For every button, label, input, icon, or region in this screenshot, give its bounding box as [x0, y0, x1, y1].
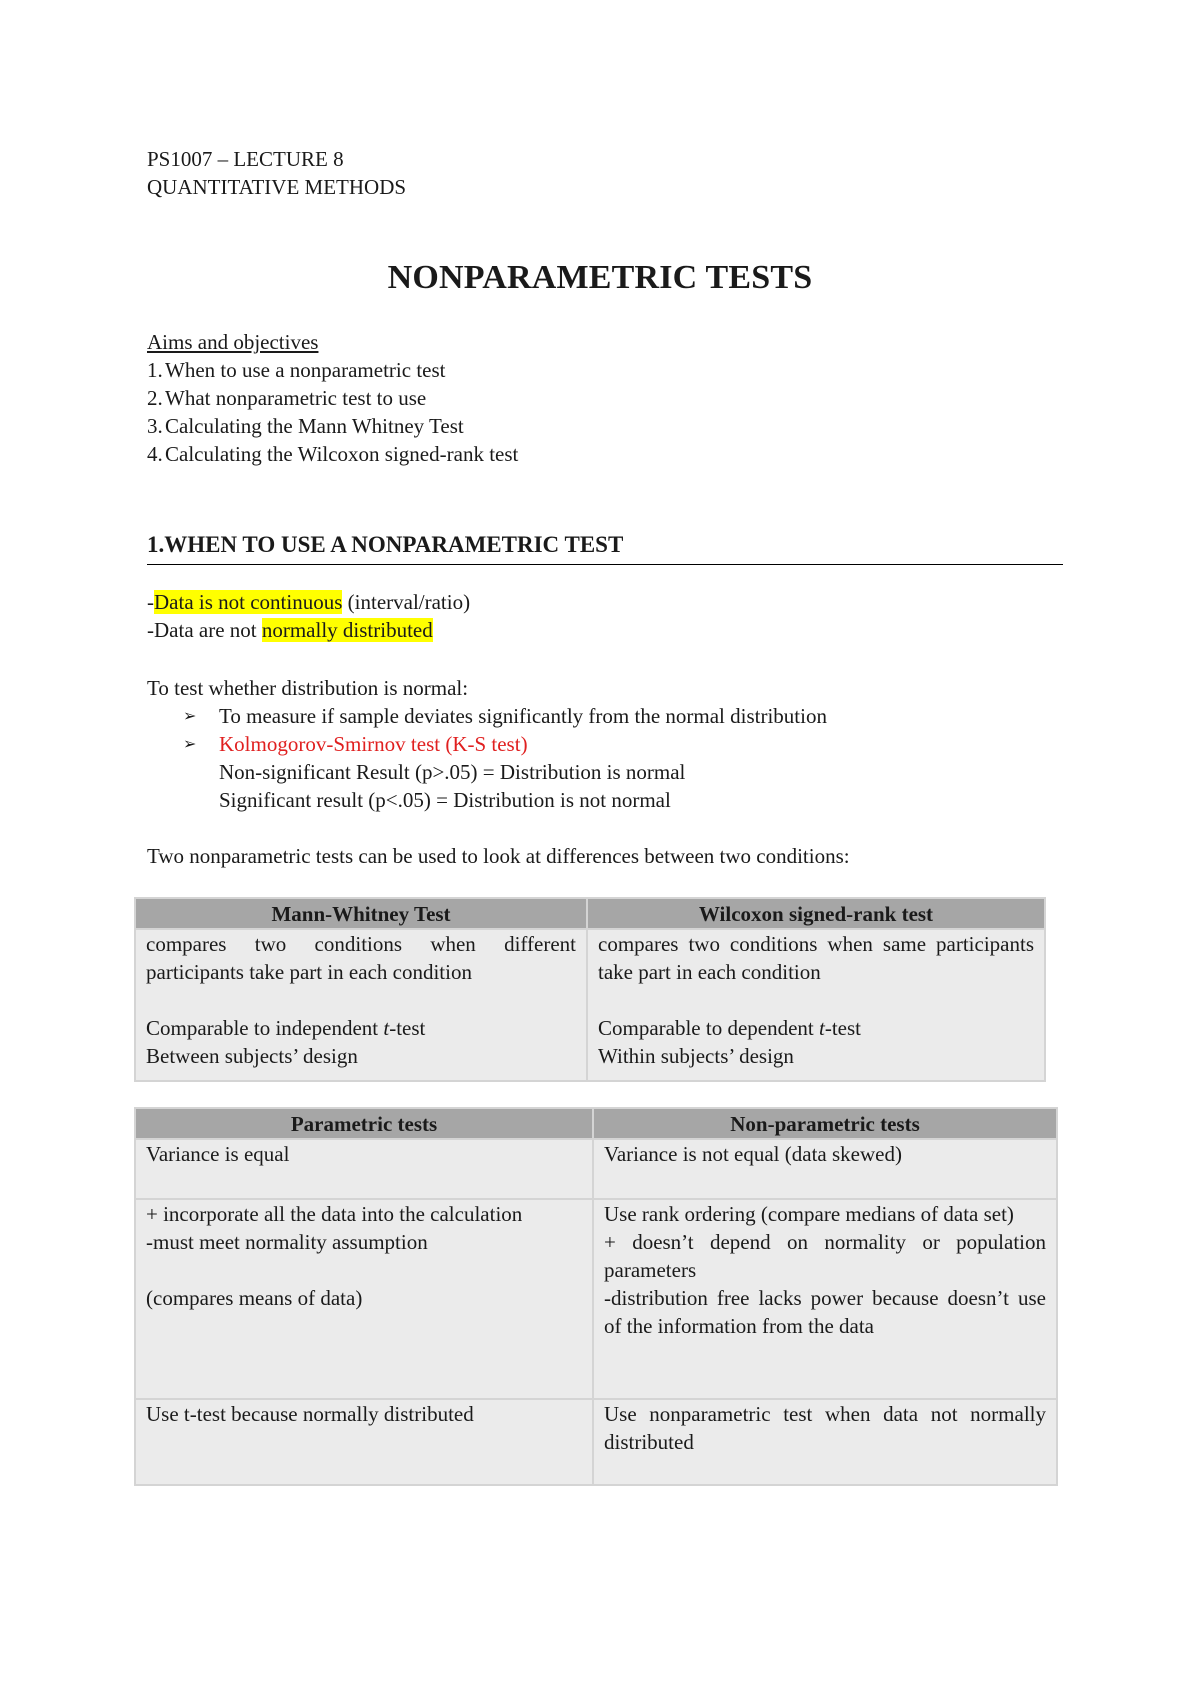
table-row: [135, 1139, 1057, 1199]
table-header-row: [135, 1108, 1057, 1139]
header-parametric: Parametric tests: [135, 1108, 593, 1139]
cell-line: -distribution free lacks power because doesn’t use of the information from the data: [604, 1286, 1046, 1338]
cell-line: -must meet normality assumption: [146, 1230, 428, 1254]
tests-table: [134, 897, 1046, 1082]
parametric-cell: [135, 1399, 593, 1485]
nonparametric-cell: [593, 1139, 1057, 1199]
criteria-list: [147, 588, 1047, 644]
nonparametric-cell: [593, 1399, 1057, 1485]
parametric-cell: [135, 1139, 593, 1199]
cell-line: Use t-test because normally distributed: [146, 1402, 474, 1426]
section-heading: 1.WHEN TO USE A NONPARAMETRIC TEST: [147, 528, 1063, 565]
cell-line: + doesn’t depend on normality or population parameters: [604, 1230, 1046, 1282]
cell-line: Variance is equal: [146, 1142, 290, 1166]
parametric-cell: [135, 1199, 593, 1399]
comparable-suffix: -test: [824, 1016, 862, 1040]
aims-item: [147, 440, 847, 468]
header-wilcoxon: Wilcoxon signed-rank test: [587, 898, 1045, 929]
nonparametric-cell: [593, 1199, 1057, 1399]
criterion-prefix: -: [147, 590, 154, 614]
cell-line: Use nonparametric test when data not normally distributed: [604, 1402, 1046, 1454]
highlighted-text: Data is not continuous: [154, 590, 343, 614]
aims-item-number: 3.: [147, 414, 163, 438]
comparable-text: Comparable to dependent: [598, 1016, 820, 1040]
two-tests-text: Two nonparametric tests can be used to look at differences between two conditions:: [147, 844, 850, 868]
table-header-row: [135, 898, 1045, 929]
table-row: [135, 1399, 1057, 1485]
cell-line: Use rank ordering (compare medians of data set): [604, 1202, 1014, 1226]
course-subject: QUANTITATIVE METHODS: [147, 175, 407, 199]
cell-line: Variance is not equal (data skewed): [604, 1142, 902, 1166]
aims-item: [147, 384, 847, 412]
aims-item: [147, 412, 847, 440]
table-row: [135, 1199, 1057, 1399]
aims-item-text: Calculating the Mann Whitney Test: [165, 414, 464, 438]
aims-item: [147, 356, 847, 384]
normality-section: [147, 674, 1047, 814]
criterion-continuous: [147, 588, 1047, 616]
mann-whitney-description: compares two conditions when different participants take part in each condition: [146, 932, 576, 984]
aims-item-text: When to use a nonparametric test: [165, 358, 446, 382]
ks-test-label: Kolmogorov-Smirnov test (K-S test): [219, 732, 528, 756]
aims-item-number: 2.: [147, 386, 163, 410]
page-title: NONPARAMETRIC TESTS: [387, 259, 813, 296]
mann-whitney-comparable: [146, 1014, 576, 1042]
comparable-suffix: -test: [389, 1016, 426, 1040]
wilcoxon-design: Within subjects’ design: [598, 1044, 794, 1068]
result-nonsignificant: Non-significant Result (p>.05) = Distribution is normal: [219, 760, 686, 784]
table-row: [135, 929, 1045, 1081]
mann-whitney-design: Between subjects’ design: [146, 1044, 358, 1068]
wilcoxon-description: compares two conditions when same participants take part in each condition: [598, 932, 1034, 984]
wilcoxon-cell: [587, 929, 1045, 1081]
arrow-bullet-icon: ➢: [183, 706, 197, 725]
comparable-text: Comparable to independent: [146, 1016, 384, 1040]
t-italic: t: [383, 1016, 390, 1040]
wilcoxon-comparable: [598, 1014, 1034, 1042]
t-italic: t: [819, 1016, 825, 1040]
aims-item-text: What nonparametric test to use: [165, 386, 427, 410]
header-nonparametric: Non-parametric tests: [593, 1108, 1057, 1139]
aims-item-text: Calculating the Wilcoxon signed-rank test: [165, 442, 519, 466]
arrow-bullet-icon: ➢: [183, 734, 197, 753]
aims-item-number: 1.: [147, 358, 163, 382]
result-significant: Significant result (p<.05) = Distribution is not normal: [219, 788, 671, 812]
bullet-item: [183, 702, 1047, 730]
bullet-item: [183, 730, 1047, 758]
aims-item-number: 4.: [147, 442, 163, 466]
criterion-normal: [147, 616, 1047, 644]
normality-intro: To test whether distribution is normal:: [147, 676, 469, 700]
criterion-suffix: (interval/ratio): [342, 590, 471, 614]
cell-line: (compares means of data): [146, 1286, 363, 1310]
bullet-text: To measure if sample deviates significantly from the normal distribution: [219, 704, 827, 728]
course-header: [147, 145, 747, 201]
mann-whitney-cell: [135, 929, 587, 1081]
aims-heading: Aims and objectives: [147, 330, 319, 354]
cell-line: + incorporate all the data into the calculation: [146, 1202, 523, 1226]
header-mann-whitney: Mann-Whitney Test: [135, 898, 587, 929]
highlighted-text: normally distributed: [261, 618, 433, 642]
aims-section: [147, 328, 847, 468]
comparison-table: [134, 1107, 1058, 1486]
criterion-prefix: -Data are not: [147, 618, 262, 642]
course-code: PS1007 – LECTURE 8: [147, 147, 344, 171]
